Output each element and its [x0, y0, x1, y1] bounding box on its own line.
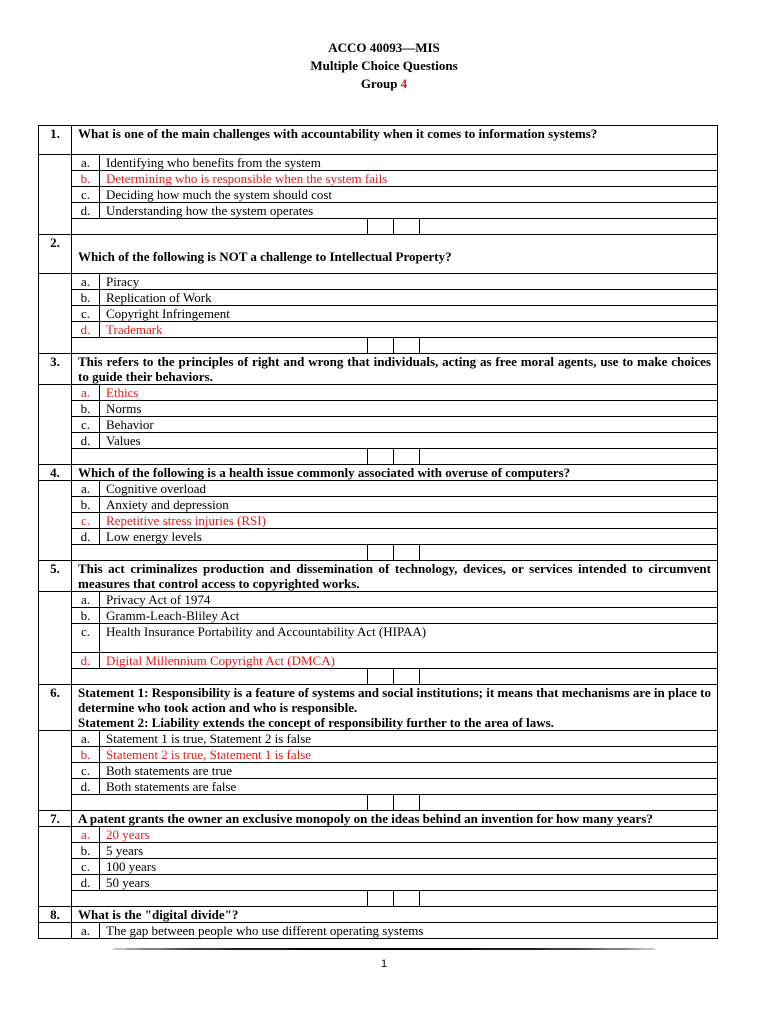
option-letter: d.	[72, 529, 100, 545]
option-text: Deciding how much the system should cost	[100, 187, 718, 203]
question-row	[39, 907, 718, 923]
option-text-answer: Digital Millennium Copyright Act (DMCA)	[100, 653, 718, 669]
option-letter: a.	[72, 731, 100, 747]
option-text: Copyright Infringement	[100, 306, 718, 322]
option-row-answer	[39, 827, 718, 843]
option-row-answer	[39, 747, 718, 763]
option-row	[39, 401, 718, 417]
question-row	[39, 685, 718, 731]
option-row	[39, 497, 718, 513]
option-row	[39, 481, 718, 497]
group-number: 4	[400, 76, 408, 91]
option-row	[39, 187, 718, 203]
option-row	[39, 859, 718, 875]
option-letter: b.	[72, 171, 100, 187]
option-letter: d.	[72, 875, 100, 891]
option-text: 100 years	[100, 859, 718, 875]
question-text: What is the "digital divide"?	[72, 907, 718, 923]
spacer-row	[39, 795, 718, 811]
option-letter: a.	[72, 481, 100, 497]
option-row	[39, 624, 718, 653]
number-spacer	[39, 731, 72, 811]
option-row	[39, 608, 718, 624]
spacer-row	[39, 449, 718, 465]
option-letter: a.	[72, 592, 100, 608]
group-line	[0, 75, 768, 93]
number-spacer	[39, 827, 72, 907]
option-letter: b.	[72, 401, 100, 417]
option-text: Norms	[100, 401, 718, 417]
option-letter: c.	[72, 513, 100, 529]
option-row-answer	[39, 322, 718, 338]
question-row	[39, 354, 718, 385]
option-letter: b.	[72, 497, 100, 513]
option-row	[39, 290, 718, 306]
option-row-answer	[39, 513, 718, 529]
number-spacer	[39, 923, 72, 939]
option-text: Health Insurance Portability and Accountability Act (HIPAA)	[100, 624, 718, 653]
question-text: What is one of the main challenges with accountability when it comes to information systems?	[72, 126, 718, 155]
statement-1: Statement 1: Responsibility is a feature of systems and social institutions; it means that mechanisms are in place to determine who took action and who is responsible.	[78, 685, 711, 715]
option-text: 50 years	[100, 875, 718, 891]
option-letter: d.	[72, 779, 100, 795]
option-letter: a.	[72, 385, 100, 401]
question-row	[39, 465, 718, 481]
option-text-answer: Trademark	[100, 322, 718, 338]
spacer-row	[39, 891, 718, 907]
option-text: Gramm-Leach-Bliley Act	[100, 608, 718, 624]
document-header	[0, 39, 768, 93]
option-row	[39, 779, 718, 795]
option-text-answer: Statement 2 is true, Statement 1 is false	[100, 747, 718, 763]
question-row	[39, 126, 718, 155]
option-row	[39, 433, 718, 449]
option-text-answer: Repetitive stress injuries (RSI)	[100, 513, 718, 529]
spacer-row	[39, 219, 718, 235]
question-number: 4.	[39, 465, 72, 481]
question-number: 5.	[39, 561, 72, 592]
question-row	[39, 561, 718, 592]
question-text: Which of the following is a health issue commonly associated with overuse of computers?	[72, 465, 718, 481]
option-row	[39, 274, 718, 290]
option-row	[39, 203, 718, 219]
question-number: 1.	[39, 126, 72, 155]
option-row	[39, 155, 718, 171]
option-text: Piracy	[100, 274, 718, 290]
option-row	[39, 306, 718, 322]
option-text: Understanding how the system operates	[100, 203, 718, 219]
option-row	[39, 923, 718, 939]
course-title: ACCO 40093—MIS	[328, 40, 440, 55]
question-text: A patent grants the owner an exclusive monopoly on the ideas behind an invention for how many years?	[72, 811, 718, 827]
option-letter: c.	[72, 187, 100, 203]
option-row	[39, 843, 718, 859]
page-number: 1	[380, 958, 388, 970]
option-letter: d.	[72, 653, 100, 669]
spacer-row	[39, 545, 718, 561]
option-text: Both statements are false	[100, 779, 718, 795]
option-text: Cognitive overload	[100, 481, 718, 497]
option-letter: d.	[72, 203, 100, 219]
option-row	[39, 529, 718, 545]
statement-2: Statement 2: Liability extends the concept of responsibility further to the area of laws.	[78, 715, 554, 730]
option-letter: d.	[72, 322, 100, 338]
option-text: Privacy Act of 1974	[100, 592, 718, 608]
document-subtitle: Multiple Choice Questions	[310, 58, 458, 73]
option-letter: c.	[72, 859, 100, 875]
number-spacer	[39, 481, 72, 561]
option-letter: b.	[72, 843, 100, 859]
question-number: 8.	[39, 907, 72, 923]
question-row	[39, 811, 718, 827]
option-letter: b.	[72, 290, 100, 306]
question-number: 7.	[39, 811, 72, 827]
number-spacer	[39, 385, 72, 465]
option-row-answer	[39, 385, 718, 401]
option-text-answer: 20 years	[100, 827, 718, 843]
option-letter: d.	[72, 433, 100, 449]
option-text: Behavior	[100, 417, 718, 433]
option-row	[39, 417, 718, 433]
option-row-answer	[39, 171, 718, 187]
question-text: Which of the following is NOT a challenge to Intellectual Property?	[72, 235, 718, 274]
spacer-row	[39, 669, 718, 685]
number-spacer	[39, 155, 72, 235]
option-text: 5 years	[100, 843, 718, 859]
question-number: 3.	[39, 354, 72, 385]
option-letter: c.	[72, 624, 100, 653]
number-spacer	[39, 274, 72, 354]
option-letter: a.	[72, 827, 100, 843]
option-text: Low energy levels	[100, 529, 718, 545]
option-row	[39, 763, 718, 779]
number-spacer	[39, 592, 72, 685]
option-text: Both statements are true	[100, 763, 718, 779]
option-text: The gap between people who use different operating systems	[100, 923, 718, 939]
question-number: 6.	[39, 685, 72, 731]
footer-divider	[112, 948, 656, 950]
option-letter: b.	[72, 608, 100, 624]
option-text-answer: Determining who is responsible when the system fails	[100, 171, 718, 187]
questions-table	[38, 125, 718, 939]
spacer-row	[39, 338, 718, 354]
option-letter: a.	[72, 274, 100, 290]
question-number: 2.	[39, 235, 72, 274]
option-letter: c.	[72, 763, 100, 779]
option-text: Identifying who benefits from the system	[100, 155, 718, 171]
option-row	[39, 592, 718, 608]
option-text: Anxiety and depression	[100, 497, 718, 513]
option-row-answer	[39, 653, 718, 669]
question-row	[39, 235, 718, 274]
option-row	[39, 875, 718, 891]
option-letter: a.	[72, 155, 100, 171]
option-letter: b.	[72, 747, 100, 763]
question-text: This refers to the principles of right and wrong that individuals, acting as free moral agents, use to make choices to guide their behaviors.	[72, 354, 718, 385]
option-letter: c.	[72, 417, 100, 433]
option-letter: a.	[72, 923, 100, 939]
option-text: Statement 1 is true, Statement 2 is false	[100, 731, 718, 747]
option-text: Replication of Work	[100, 290, 718, 306]
question-text	[72, 685, 718, 731]
option-letter: c.	[72, 306, 100, 322]
option-row	[39, 731, 718, 747]
option-text: Values	[100, 433, 718, 449]
option-text-answer: Ethics	[100, 385, 718, 401]
question-text: This act criminalizes production and dissemination of technology, devices, or services intended to circumvent measures that control access to copyrighted works.	[72, 561, 718, 592]
group-label: Group	[360, 76, 398, 91]
